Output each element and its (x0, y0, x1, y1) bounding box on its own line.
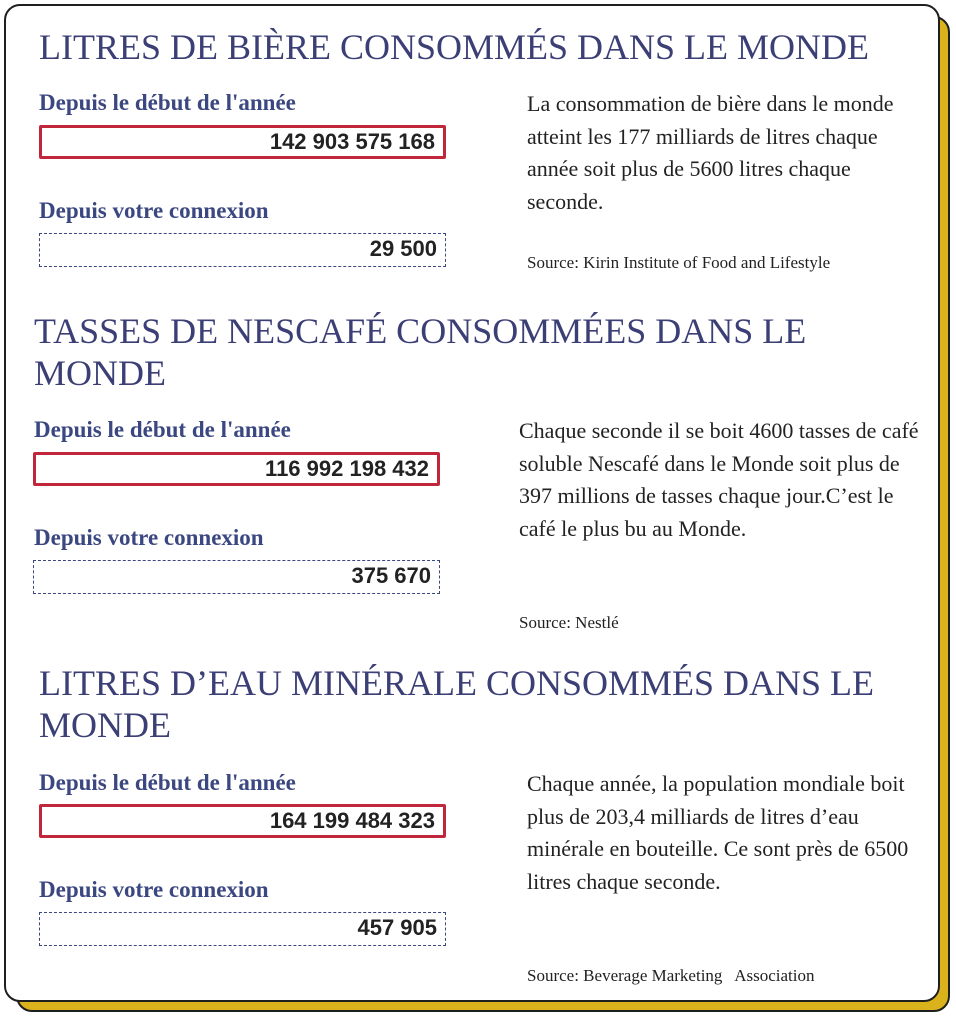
description: Chaque seconde il se boit 4600 tasses de café soluble Nescafé dans le Monde soit plus de 397 millions de tasses chaque jour.C’est le café le plus bu au Monde. (519, 418, 919, 541)
description: La consommation de bière dans le monde atteint les 177 milliards de litres chaque année soit plus de 5600 litres chaque seconde. (527, 91, 894, 214)
session-label: Depuis votre connexion (39, 877, 269, 902)
year-label: Depuis le début de l'année (34, 417, 291, 442)
year-counter: 164 199 484 323 (39, 804, 446, 838)
source-text: Source: Nestlé (519, 613, 619, 632)
source-text: Source: Kirin Institute of Food and Lifestyle (527, 253, 831, 272)
section-title: LITRES D’EAU MINÉRALE CONSOMMÉS DANS LE MONDE (39, 663, 874, 745)
description: Chaque année, la population mondiale boit plus de 203,4 milliards de litres d’eau minérale en bouteille. Ce sont près de 6500 litres chaque seconde. (527, 771, 909, 894)
stats-card (4, 4, 940, 1002)
session-counter: 375 670 (33, 560, 440, 594)
year-counter: 142 903 575 168 (39, 125, 446, 159)
year-label: Depuis le début de l'année (39, 90, 296, 115)
year-counter: 116 992 198 432 (33, 452, 440, 486)
session-label: Depuis votre connexion (34, 525, 264, 550)
section-title: TASSES DE NESCAFÉ CONSOMMÉES DANS LE MONDE (34, 311, 807, 393)
section-title: LITRES DE BIÈRE CONSOMMÉS DANS LE MONDE (39, 27, 870, 67)
source-text: Source: Beverage Marketing Association (527, 966, 815, 985)
year-label: Depuis le début de l'année (39, 770, 296, 795)
session-label: Depuis votre connexion (39, 198, 269, 223)
session-counter: 29 500 (39, 233, 446, 267)
session-counter: 457 905 (39, 912, 446, 946)
